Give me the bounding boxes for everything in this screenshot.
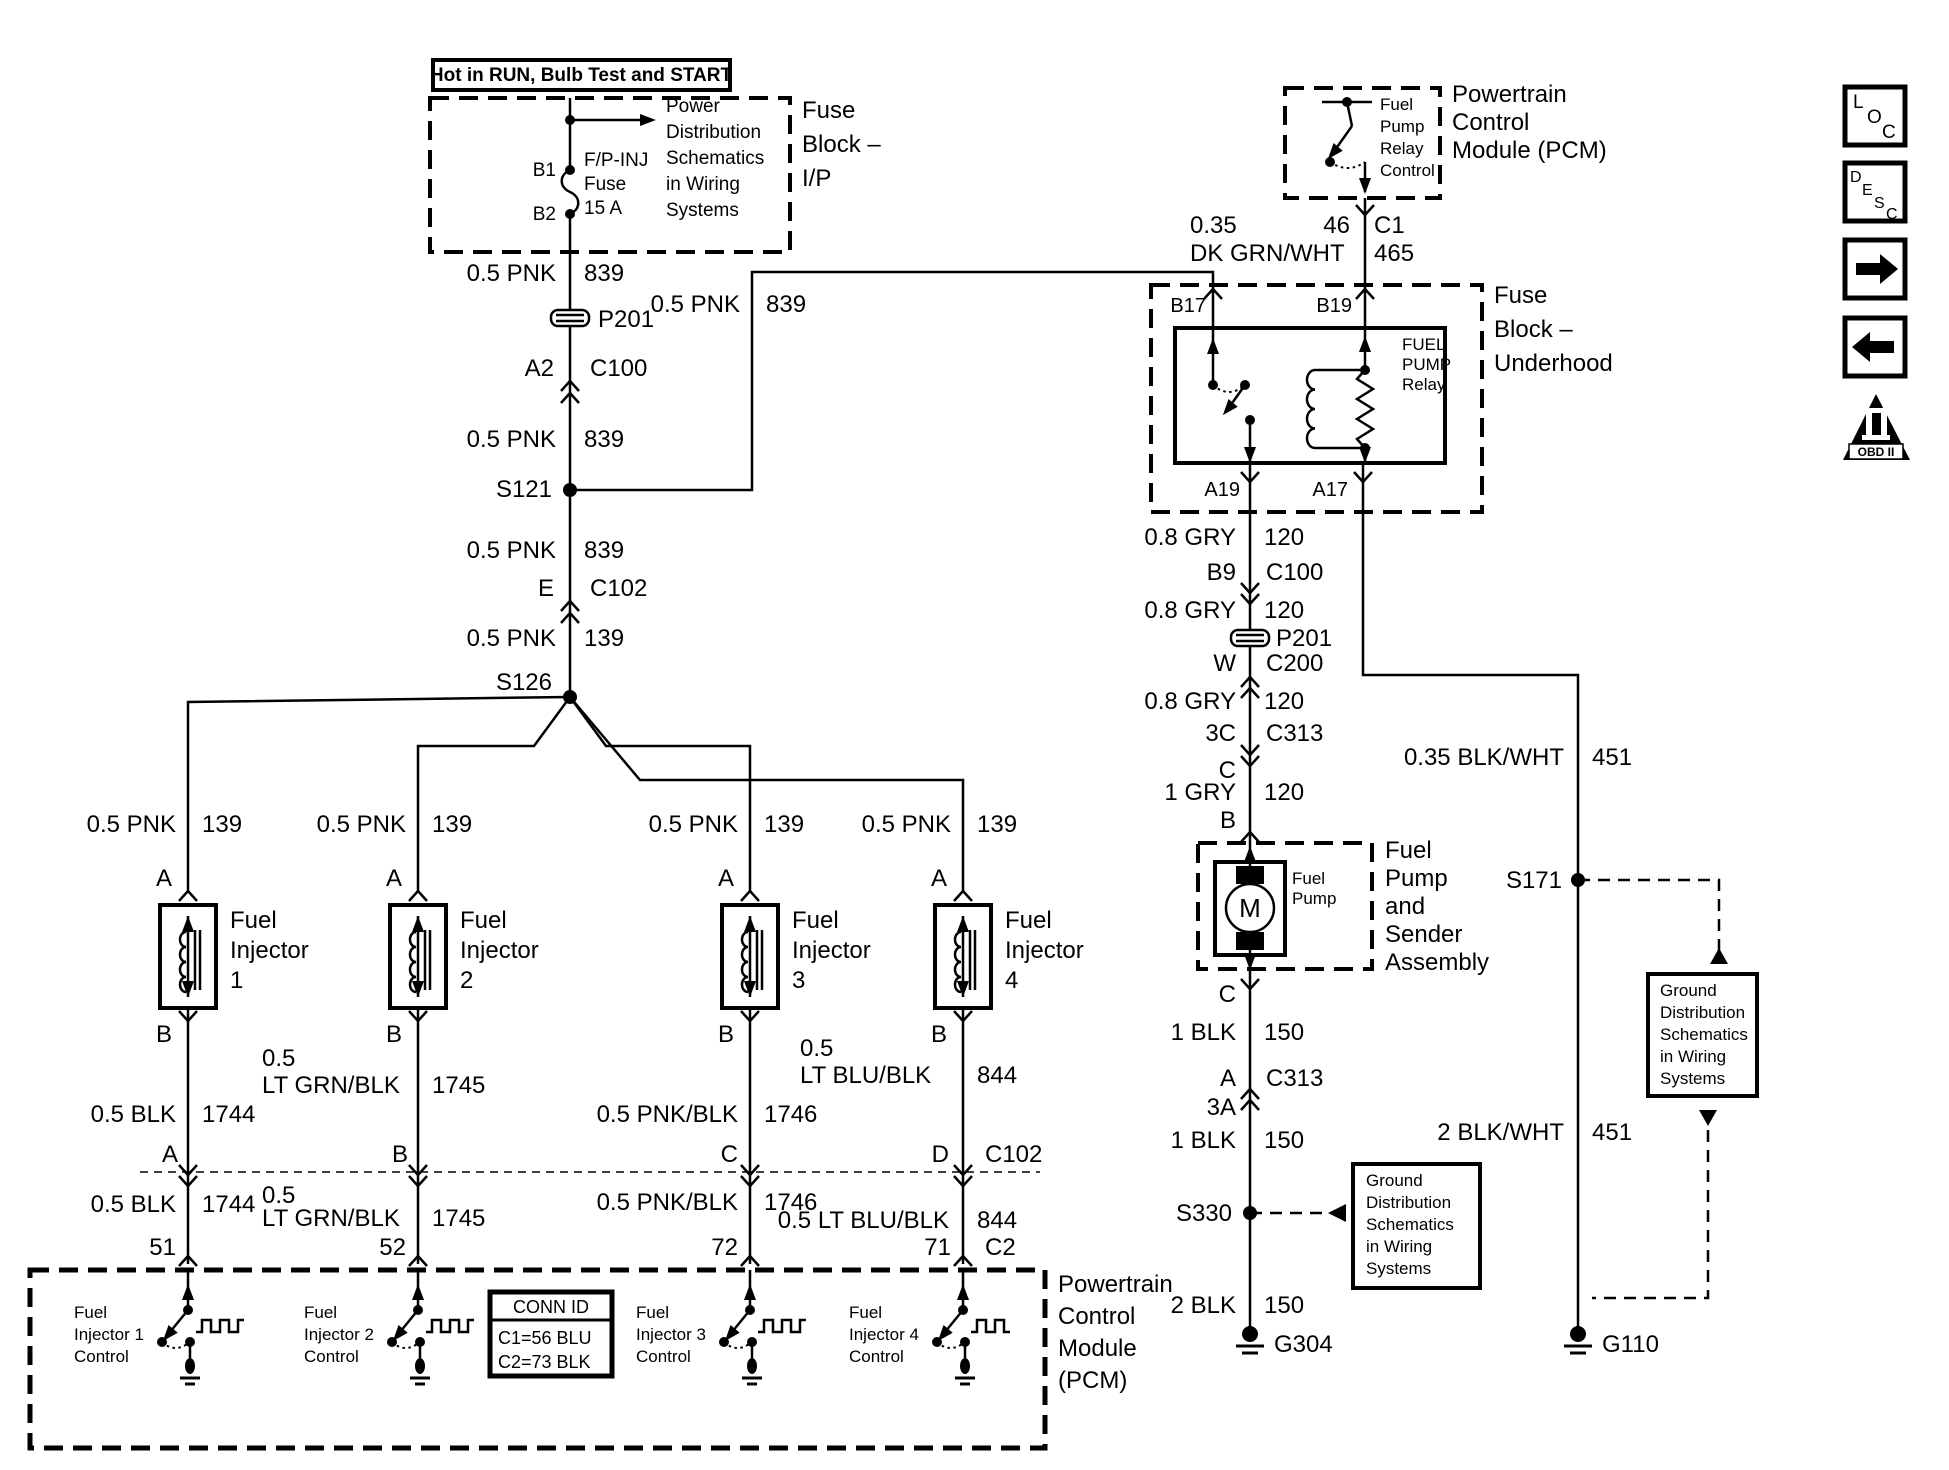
injector-name-line: Injector <box>230 937 309 964</box>
ref-line: Ground <box>1660 981 1717 1000</box>
loc-letter: O <box>1867 107 1882 128</box>
pcm-top-box <box>1285 81 1607 198</box>
conn-id-header: CONN ID <box>513 1297 589 1317</box>
driver-label-line: Injector 4 <box>849 1325 919 1344</box>
pin-label: B <box>155 1021 172 1048</box>
circuit-number: 839 <box>766 291 807 318</box>
wire-label: 0.5 PNK <box>316 811 406 838</box>
assembly-name-line: Sender <box>1385 921 1463 948</box>
driver-label-line: Fuel <box>74 1303 108 1322</box>
grommet-label: P201 <box>598 306 655 333</box>
wire-gauge: 0.35 <box>1190 212 1237 239</box>
ref-line: Schematics <box>1366 1215 1454 1234</box>
circuit-number: 839 <box>584 537 625 564</box>
wire-label: 2 BLK/WHT <box>1437 1119 1564 1146</box>
driver-label-line: Injector 2 <box>304 1325 374 1344</box>
circuit-number: 120 <box>1264 524 1305 551</box>
pin-a19: A19 <box>1204 479 1240 501</box>
driver-label-line: Pump <box>1380 117 1425 136</box>
wire-label: 0.5 PNK/BLK <box>596 1189 738 1216</box>
injector-driver-2 <box>304 1270 474 1384</box>
conn-id-table <box>490 1292 612 1376</box>
pin-label: B <box>717 1021 734 1048</box>
circuit-number: 1745 <box>432 1205 486 1232</box>
injector-name-line: 1 <box>230 967 244 994</box>
left-arrow-icon <box>1852 332 1894 362</box>
ref-line: Systems <box>1660 1069 1726 1088</box>
pin-label: E <box>537 575 554 602</box>
conn-id-row: C1=56 BLU <box>498 1328 592 1348</box>
underhood-name-line: Underhood <box>1494 350 1613 377</box>
circuit-number: 1745 <box>432 1072 486 1099</box>
ref-line: Distribution <box>1660 1003 1746 1022</box>
wire-label: 0.8 GRY <box>1144 688 1236 715</box>
circuit-number: 139 <box>977 811 1018 838</box>
pump-name-line: Pump <box>1292 889 1337 908</box>
wire-label: 0.8 GRY <box>1144 597 1236 624</box>
circuit-number: 1744 <box>202 1191 256 1218</box>
ground-distribution-box-left <box>1353 1164 1480 1288</box>
circuit-number: 1746 <box>764 1189 818 1216</box>
pcm-top-name-line: Control <box>1452 109 1530 136</box>
injector-column-2 <box>262 811 539 1266</box>
circuit-number: 139 <box>584 625 625 652</box>
connector-label: C2 <box>985 1234 1016 1261</box>
wire-label: 0.5 PNK <box>466 260 556 287</box>
driver-label-line: Control <box>849 1347 904 1366</box>
relay-name-line: PUMP <box>1402 355 1452 374</box>
ground-distribution-box-right <box>1648 974 1757 1096</box>
wire-label: 0.5 <box>800 1035 834 1062</box>
injector-column-4 <box>778 811 1084 1266</box>
ref-line: in Wiring <box>1660 1047 1727 1066</box>
right-arrow-icon <box>1856 254 1898 284</box>
wire-label: 1 BLK <box>1170 1019 1236 1046</box>
loc-letter: C <box>1882 122 1896 143</box>
pump-ground-wire <box>1171 969 1346 1358</box>
circuit-number: 451 <box>1592 1119 1633 1146</box>
wire-label: 0.5 BLK <box>90 1191 176 1218</box>
wire-color: DK GRN/WHT <box>1190 240 1345 267</box>
injector-name-line: Injector <box>792 937 871 964</box>
circuit-number: 465 <box>1374 240 1415 267</box>
pin-label: 72 <box>711 1234 738 1261</box>
splice-label: S126 <box>495 669 552 696</box>
driver-label-line: Control <box>1380 161 1435 180</box>
circuit-number: 120 <box>1264 779 1305 806</box>
connector-label: C200 <box>1266 650 1324 677</box>
pin-label: 46 <box>1323 212 1350 239</box>
fuse-label-line: Fuse <box>584 174 627 195</box>
circuit-number: 139 <box>432 811 473 838</box>
pin-label: C <box>720 1141 738 1168</box>
wire-label: 0.5 PNK <box>861 811 951 838</box>
desc-letter: S <box>1874 195 1885 212</box>
pcm-name-line: Control <box>1058 1303 1136 1330</box>
wire-label: 1 GRY <box>1164 779 1236 806</box>
desc-letter: E <box>1862 182 1873 199</box>
connector-label: C100 <box>590 355 648 382</box>
injector-name-line: Injector <box>1005 937 1084 964</box>
motor-symbol: M <box>1239 893 1261 923</box>
p201-grommet-icon <box>1231 630 1269 646</box>
wire-label: 0.35 BLK/WHT <box>1403 744 1564 771</box>
hot-banner <box>430 60 733 90</box>
pin-label: D <box>931 1141 949 1168</box>
pin-label: 3A <box>1206 1094 1236 1121</box>
pin-label: 52 <box>379 1234 406 1261</box>
pin-b1: B1 <box>532 160 556 181</box>
obd2-label: OBD II <box>1857 445 1895 459</box>
pin-label: 51 <box>149 1234 176 1261</box>
wire-label: 0.5 PNK <box>466 537 556 564</box>
next-arrow-button[interactable] <box>1845 240 1905 298</box>
driver-label-line: Relay <box>1380 139 1424 158</box>
pcm-top-name-line: Powertrain <box>1452 81 1567 108</box>
connector-label: C102 <box>985 1141 1043 1168</box>
ground-symbol-g304 <box>1236 1326 1264 1353</box>
wire-label: 0.5 <box>262 1045 296 1072</box>
driver-label-line: Injector 1 <box>74 1325 144 1344</box>
pin-a17: A17 <box>1312 479 1348 501</box>
pcm-name-line: Powertrain <box>1058 1271 1173 1298</box>
pin-b19: B19 <box>1316 295 1352 317</box>
banner-text: Hot in RUN, Bulb Test and START <box>429 65 733 86</box>
injector-name-line: Fuel <box>460 907 507 934</box>
nav-icons <box>1843 87 1910 460</box>
circuit-number: 139 <box>202 811 243 838</box>
conn-id-row: C2=73 BLK <box>498 1352 591 1372</box>
circuit-number: 839 <box>584 260 625 287</box>
pin-label: A <box>161 1141 178 1168</box>
circuit-number: 150 <box>1264 1292 1305 1319</box>
feed-wire-labels <box>467 260 806 696</box>
circuit-number: 150 <box>1264 1127 1305 1154</box>
ip-note-line: in Wiring <box>666 174 740 195</box>
fuse-block-ip <box>430 96 881 252</box>
grommet-label: P201 <box>1276 625 1333 652</box>
pin-b2: B2 <box>532 204 556 225</box>
wire-label: 0.5 PNK <box>466 426 556 453</box>
pin-label: B9 <box>1206 559 1236 586</box>
assembly-name-line: Pump <box>1385 865 1448 892</box>
injector-name-line: 3 <box>792 967 806 994</box>
circuit-number: 1744 <box>202 1101 256 1128</box>
underhood-name-line: Block – <box>1494 316 1573 343</box>
p201-grommet-icon <box>551 310 589 326</box>
pin-label: A <box>1219 1065 1236 1092</box>
ip-name-line: I/P <box>802 165 832 192</box>
pin-label: B <box>930 1021 947 1048</box>
pin-label: A <box>155 865 172 892</box>
ip-note-line: Distribution <box>666 122 762 143</box>
injector-name-line: 2 <box>460 967 474 994</box>
fuse-block-underhood <box>1151 282 1613 512</box>
driver-label-line: Fuel <box>849 1303 883 1322</box>
relay-name-line: Relay <box>1402 375 1446 394</box>
ground-label: G110 <box>1602 1331 1659 1358</box>
relay-control-wire <box>1190 198 1414 328</box>
pcm-top-name-line: Module (PCM) <box>1452 137 1607 164</box>
circuit-number: 120 <box>1264 597 1305 624</box>
pin-label: A <box>930 865 947 892</box>
fuel-pump-relay <box>1175 328 1451 463</box>
ip-name-line: Fuse <box>802 97 856 124</box>
pin-label: A2 <box>524 355 554 382</box>
pcm-name-line: Module <box>1058 1335 1137 1362</box>
injector-driver-4 <box>849 1270 1010 1384</box>
connector-label: C100 <box>1266 559 1324 586</box>
desc-button[interactable] <box>1845 163 1905 223</box>
pin-label: 71 <box>924 1234 951 1261</box>
driver-label-line: Injector 3 <box>636 1325 706 1344</box>
wire-label: 0.5 PNK <box>648 811 738 838</box>
loc-button[interactable] <box>1845 87 1905 145</box>
injector-name-line: Injector <box>460 937 539 964</box>
circuit-number: 1746 <box>764 1101 818 1128</box>
circuit-number: 844 <box>977 1207 1018 1234</box>
ref-line: Distribution <box>1366 1193 1452 1212</box>
injector-name-line: Fuel <box>1005 907 1052 934</box>
connector-label: C313 <box>1266 1065 1324 1092</box>
pin-label: A <box>717 865 734 892</box>
driver-label-line: Control <box>636 1347 691 1366</box>
driver-label-line: Fuel <box>636 1303 670 1322</box>
wire-label: 0.5 PNK <box>86 811 176 838</box>
driver-label-line: Control <box>304 1347 359 1366</box>
injector-driver-1 <box>74 1270 244 1384</box>
connector-label: C1 <box>1374 212 1405 239</box>
circuit-number: 150 <box>1264 1019 1305 1046</box>
pin-label: B <box>1219 807 1236 834</box>
ref-line: Ground <box>1366 1171 1423 1190</box>
wire-label: LT BLU/BLK <box>800 1062 932 1089</box>
wire-label: 1 BLK <box>1170 1127 1236 1154</box>
wire-label: 0.5 LT BLU/BLK <box>777 1207 949 1234</box>
ip-note-line: Systems <box>666 200 739 221</box>
desc-letter: D <box>1850 169 1862 186</box>
pin-label: 3C <box>1205 720 1236 747</box>
pin-label: A <box>385 865 402 892</box>
splice-label: S121 <box>495 476 552 503</box>
ground-symbol-g110 <box>1564 1326 1592 1353</box>
circuit-number: 139 <box>764 811 805 838</box>
fuse-label-line: 15 A <box>584 198 623 219</box>
splice-label: S171 <box>1505 867 1562 894</box>
wire-label: 0.5 PNK <box>466 625 556 652</box>
ref-line: Schematics <box>1660 1025 1748 1044</box>
wire-label: 2 BLK <box>1170 1292 1236 1319</box>
splice-label: S330 <box>1175 1200 1232 1227</box>
wire-label: 0.5 <box>262 1182 296 1209</box>
pin-label: B <box>385 1021 402 1048</box>
wire-label: 0.5 PNK/BLK <box>596 1101 738 1128</box>
injector-name-line: 4 <box>1005 967 1019 994</box>
driver-label-line: Fuel <box>304 1303 338 1322</box>
injector-driver-3 <box>636 1270 806 1384</box>
connector-label: C102 <box>590 575 648 602</box>
circuit-number: 120 <box>1264 688 1305 715</box>
wire-label: 0.8 GRY <box>1144 524 1236 551</box>
driver-label-line: Fuel <box>1380 95 1414 114</box>
pin-label: C <box>1218 981 1236 1008</box>
circuit-number: 844 <box>977 1062 1018 1089</box>
wire-label: 0.5 BLK <box>90 1101 176 1128</box>
pcm-box <box>30 1270 1173 1448</box>
driver-label-line: Control <box>74 1347 129 1366</box>
assembly-name-line: Fuel <box>1385 837 1432 864</box>
desc-letter: C <box>1886 206 1898 223</box>
ref-line: in Wiring <box>1366 1237 1433 1256</box>
pin-b17: B17 <box>1170 295 1206 317</box>
assembly-name-line: Assembly <box>1385 949 1490 976</box>
ip-note-line: Schematics <box>666 148 765 169</box>
back-arrow-button[interactable] <box>1845 318 1905 376</box>
wire-label: LT GRN/BLK <box>262 1072 400 1099</box>
pump-feed-wire <box>1144 463 1332 843</box>
relay-name-line: FUEL <box>1402 335 1446 354</box>
fuel-pump-assembly <box>1198 837 1489 976</box>
underhood-name-line: Fuse <box>1494 282 1548 309</box>
pin-label: W <box>1213 650 1236 677</box>
ip-name-line: Block – <box>802 131 881 158</box>
fuse-label-line: F/P-INJ <box>584 150 649 171</box>
loc-letter: L <box>1853 92 1864 113</box>
injector-name-line: Fuel <box>230 907 277 934</box>
connector-label: C313 <box>1266 720 1324 747</box>
assembly-name-line: and <box>1385 893 1426 920</box>
ground-label: G304 <box>1274 1331 1333 1358</box>
ip-note-line: Power <box>666 96 720 117</box>
circuit-number: 451 <box>1592 744 1633 771</box>
pcm-name-line: (PCM) <box>1058 1367 1128 1394</box>
circuit-number: 839 <box>584 426 625 453</box>
obd2-icon <box>1843 394 1910 460</box>
pin-label: B <box>391 1141 408 1168</box>
ref-line: Systems <box>1366 1259 1432 1278</box>
wire-label: 0.5 PNK <box>650 291 740 318</box>
pin-label: C <box>1218 757 1236 784</box>
wire-label: LT GRN/BLK <box>262 1205 400 1232</box>
pump-name-line: Fuel <box>1292 869 1326 888</box>
injector-name-line: Fuel <box>792 907 839 934</box>
